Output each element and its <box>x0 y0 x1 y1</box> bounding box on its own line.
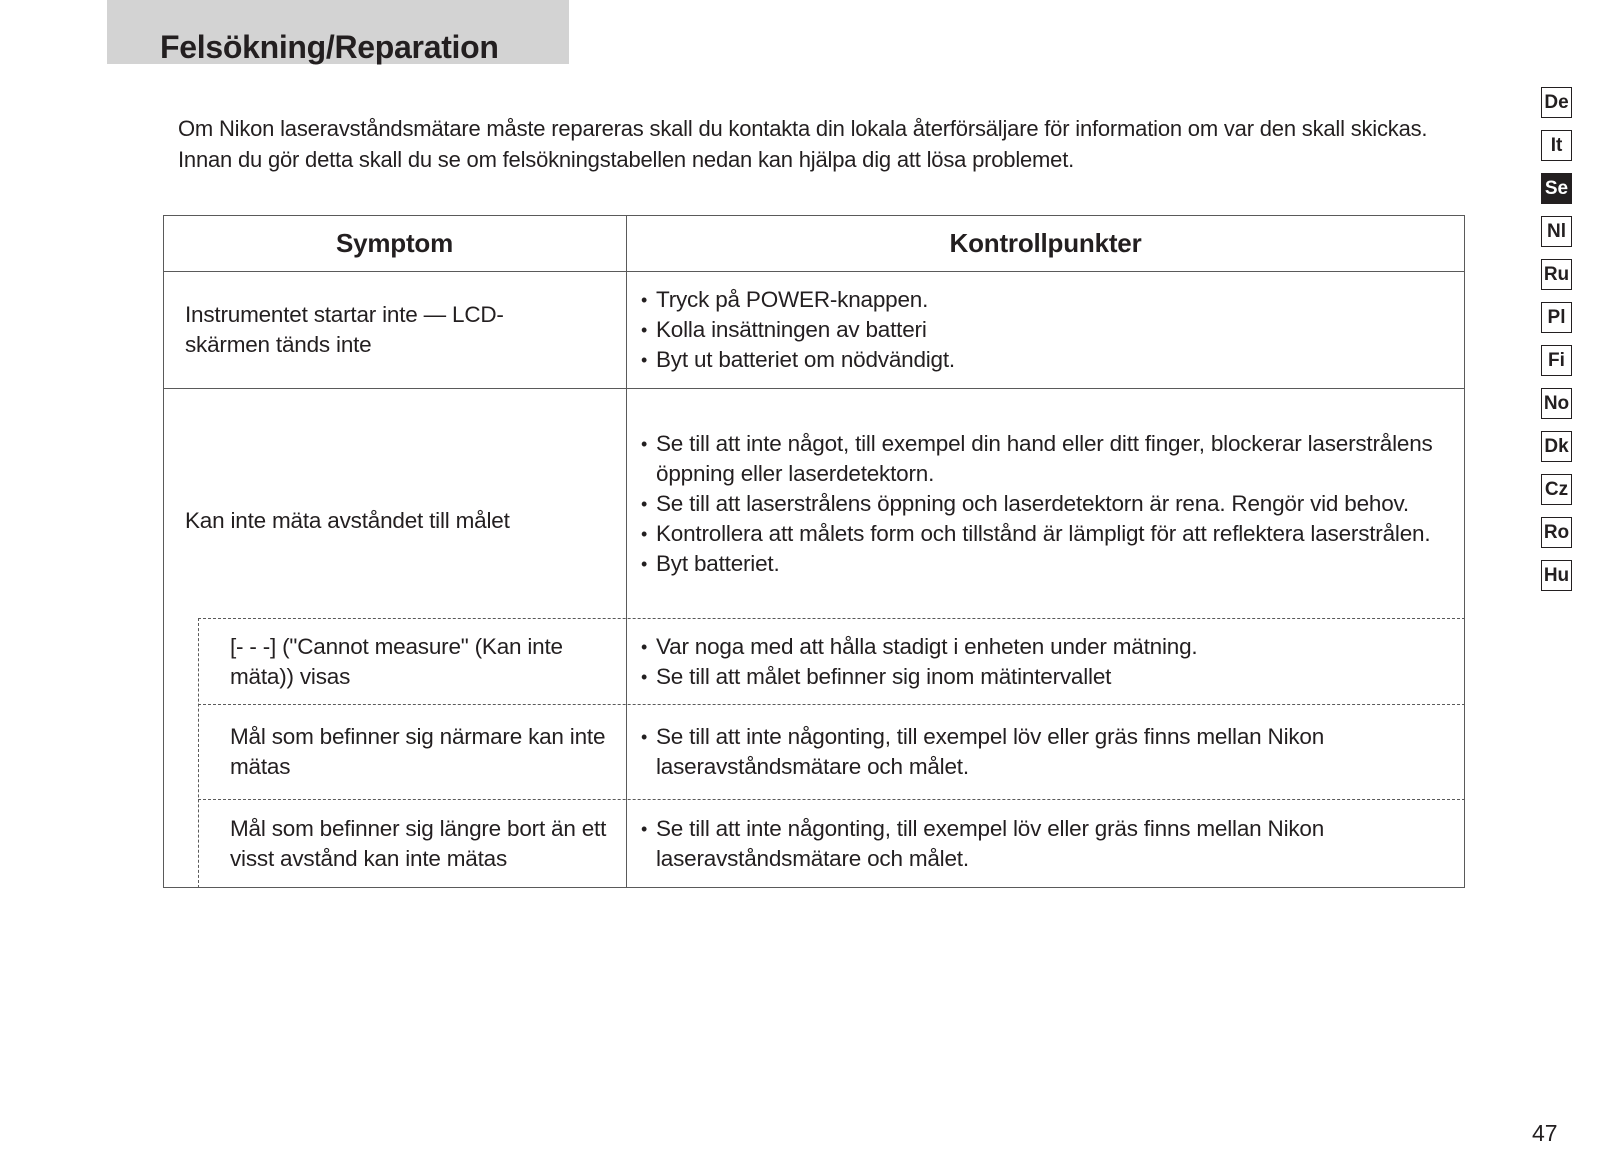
subrow-indent-line <box>198 618 199 888</box>
check-item: • Se till att inte något, till exempel din hand eller ditt finger, blockerar laserstrålens öppning eller laserdetektorn. <box>641 429 1456 489</box>
language-tab-cz[interactable]: Cz <box>1541 474 1572 505</box>
table-row-checks <box>641 705 1456 799</box>
check-item: • Se till att laserstrålens öppning och laserdetektorn är rena. Rengör vid behov. <box>641 489 1456 519</box>
check-item: • Tryck på POWER-knappen. <box>641 285 1456 315</box>
check-item: • Kolla insättningen av batteri <box>641 315 1456 345</box>
table-row-checks <box>641 272 1456 388</box>
symptom-text: Mål som befinner sig längre bort än ett visst avstånd kan inte mätas <box>230 816 607 871</box>
language-tabs <box>1541 87 1572 591</box>
language-tab-se[interactable]: Se <box>1541 173 1572 204</box>
language-tab-hu[interactable]: Hu <box>1541 560 1572 591</box>
page-number: 47 <box>1532 1120 1558 1146</box>
check-item: • Kontrollera att målets form och tillstånd är lämpligt för att reflektera laserstrålen. <box>641 519 1456 549</box>
symptom-text: Mål som befinner sig närmare kan inte mätas <box>230 724 606 779</box>
symptom-text: [- - -] ("Cannot measure" (Kan inte mäta)) visas <box>230 633 563 689</box>
language-tab-dk[interactable]: Dk <box>1541 431 1572 462</box>
column-divider <box>626 215 627 888</box>
table-row-symptom <box>230 619 615 704</box>
table-row-checks <box>641 389 1456 618</box>
column-header-symptom: Symptom <box>335 228 454 258</box>
check-item: • Se till att inte någonting, till exempel löv eller gräs finns mellan Nikon laseravståndsmätare och målet. <box>641 814 1456 874</box>
table-row-checks <box>641 800 1456 888</box>
table-row-symptom <box>230 705 615 799</box>
language-tab-fi[interactable]: Fi <box>1541 345 1572 376</box>
table-row-checks <box>641 619 1456 704</box>
check-item: • Se till att inte någonting, till exempel löv eller gräs finns mellan Nikon laseravståndsmätare och målet. <box>641 722 1456 782</box>
language-tab-no[interactable]: No <box>1541 388 1572 419</box>
language-tab-de[interactable]: De <box>1541 87 1572 118</box>
language-tab-ru[interactable]: Ru <box>1541 259 1572 290</box>
check-item: • Var noga med att hålla stadigt i enheten under mätning. <box>641 632 1456 662</box>
check-item: • Byt ut batteriet om nödvändigt. <box>641 345 1456 375</box>
language-tab-nl[interactable]: Nl <box>1541 216 1572 247</box>
language-tab-ro[interactable]: Ro <box>1541 517 1572 548</box>
symptom-text: Kan inte mäta avståndet till målet <box>185 507 510 533</box>
symptom-text: Instrumentet startar inte — LCD-skärmen tänds inte <box>185 302 504 357</box>
check-item: • Byt batteriet. <box>641 549 1456 579</box>
table-row-symptom <box>185 389 615 618</box>
table-row-symptom <box>230 800 620 888</box>
page-title: Felsökning/Reparation <box>160 29 499 65</box>
column-header-checkpoints: Kontrollpunkter <box>949 228 1142 258</box>
table-row-symptom <box>185 272 575 388</box>
check-item: • Se till att målet befinner sig inom mätintervallet <box>641 662 1456 692</box>
language-tab-it[interactable]: It <box>1541 130 1572 161</box>
language-tab-pl[interactable]: Pl <box>1541 302 1572 333</box>
intro-paragraph: Om Nikon laseravståndsmätare måste repareras skall du kontakta din lokala återförsäljare för information om var den skall skickas. Innan du gör detta skall du se om felsökningstabellen nedan kan hjälpa dig att lösa problemet. <box>178 116 1428 172</box>
